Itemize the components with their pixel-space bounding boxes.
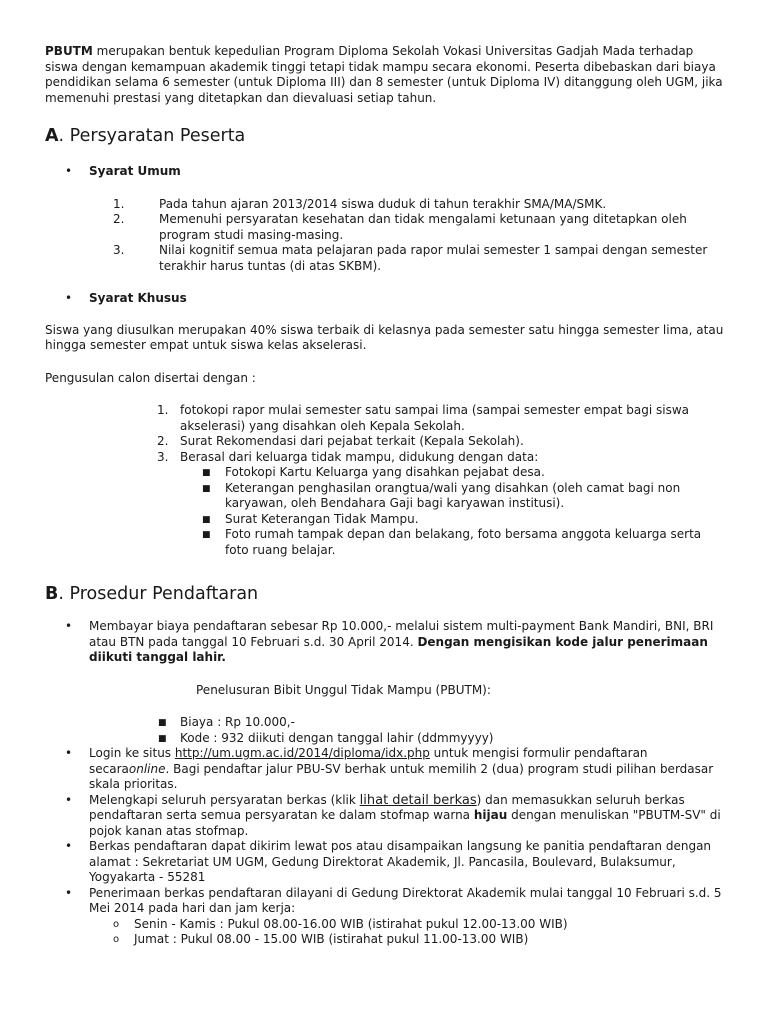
list-item — [45, 746, 725, 793]
bullet-icon: • — [65, 746, 73, 760]
list-text: Berasal dari keluarga tidak mampu, didukung dengan data: — [180, 449, 539, 464]
lihat-detail-berkas-link[interactable]: lihat detail berkas — [359, 792, 477, 808]
pengusulan-text: Pengusulan calon disertai dengan : — [45, 370, 256, 385]
list-number: 1. — [113, 196, 125, 211]
list-text: Biaya : Rp 10.000,- — [180, 715, 295, 729]
bullet-icon: • — [65, 839, 73, 853]
bullet-icon: • — [65, 792, 73, 807]
square-bullet-icon: ■ — [202, 514, 211, 525]
list-item — [45, 839, 725, 886]
login-online: online — [128, 761, 166, 776]
list-item — [45, 917, 725, 933]
lengkap-pre: Melengkapi seluruh persyaratan berkas (klik — [89, 792, 360, 807]
list-item — [45, 932, 725, 948]
list-item — [45, 527, 725, 558]
square-bullet-icon: ■ — [158, 733, 167, 744]
login-pre: Login ke situs — [89, 746, 175, 760]
list-text: Nilai kognitif semua mata pelajaran pada rapor mulai semester 1 sampai dengan semester terakhir harus tuntas (di atas SKBM). — [159, 243, 708, 273]
list-item — [45, 512, 725, 528]
section-b-heading — [45, 583, 725, 605]
section-b-title: . Prosedur Pendaftaran — [58, 584, 259, 604]
list-item — [45, 715, 725, 731]
list-text: Surat Keterangan Tidak Mampu. — [225, 511, 419, 526]
syarat-khusus-bullet — [45, 291, 725, 307]
login-mid: untuk mengisi formulir pendaftaran secara — [89, 746, 648, 776]
list-item — [45, 243, 725, 274]
bullet-icon: • — [65, 291, 73, 305]
list-text: Surat Rekomendasi dari pejabat terkait (Kepala Sekolah). — [180, 434, 524, 448]
section-b-letter: B — [45, 584, 59, 604]
lengkap-bold: hijau — [473, 808, 508, 822]
list-text: Kode : 932 diikuti dengan tanggal lahir (ddmmyyyy) — [180, 730, 494, 745]
supporting-data-list — [45, 465, 725, 558]
list-item — [45, 793, 725, 840]
list-text: Penerimaan berkas pendaftaran dilayani di Gedung Direktorat Akademik mulai tanggal 10 Februari s.d. 5 Mei 2014 pada hari dan jam kerja: — [89, 885, 722, 915]
list-text: Foto rumah tampak depan dan belakang, foto bersama anggota keluarga serta foto ruang belajar. — [225, 527, 702, 557]
list-item — [45, 212, 725, 243]
circle-bullet-icon: o — [113, 934, 120, 945]
prosedur-list-1 — [45, 619, 725, 666]
list-number: 2. — [157, 434, 169, 448]
square-bullet-icon: ■ — [158, 718, 167, 728]
syarat-khusus-paragraph: Siswa yang diusulkan merupakan 40% siswa terbaik di kelasnya pada semester satu hingga semester lima, atau hingga semester empat untuk siswa kelas akselerasi. — [45, 322, 724, 352]
section-a-title: . Persyaratan Peserta — [58, 126, 246, 146]
list-text: Memenuhi persyaratan kesehatan dan tidak mengalami ketunaan yang ditetapkan oleh program studi masing-masing. — [159, 212, 687, 242]
list-number: 3. — [157, 449, 169, 464]
list-number: 3. — [113, 243, 125, 257]
syarat-umum-heading: Syarat Umum — [89, 164, 181, 178]
list-item — [45, 434, 725, 450]
list-item — [45, 619, 725, 666]
list-text: Jumat : Pukul 08.00 - 15.00 WIB (istirahat pukul 11.00-13.00 WIB) — [134, 932, 529, 946]
lengkap-mid: ) dan memasukkan seluruh berkas pendaftaran serta semua persyaratan ke dalam stofmap warna — [89, 792, 685, 822]
square-bullet-icon: ■ — [202, 483, 211, 494]
intro-lead: PBUTM — [45, 44, 93, 58]
section-a-letter: A — [45, 126, 59, 146]
list-item — [45, 450, 725, 466]
list-text: Pada tahun ajaran 2013/2014 siswa duduk di tahun terakhir SMA/MA/SMK. — [159, 196, 607, 211]
list-item — [45, 197, 725, 213]
login-post: . Bagi pendaftar jalur PBU-SV berhak untuk memilih 2 (dua) program studi pilihan berdasar skala prioritas. — [89, 761, 714, 791]
bayar-text: Membayar biaya pendaftaran sebesar Rp 10.000,- melalui sistem multi-payment Bank Mandiri, BNI, BRI atau BTN pada tanggal 10 Februari s.d. 30 April 2014. — [89, 619, 714, 649]
list-number: 2. — [113, 212, 125, 226]
square-bullet-icon: ■ — [202, 468, 211, 478]
bullet-icon: • — [65, 164, 73, 178]
list-number: 1. — [157, 403, 169, 417]
list-item — [45, 886, 725, 917]
bullet-icon: • — [65, 619, 73, 633]
ugm-url-link[interactable]: http://um.ugm.ac.id/2014/diploma/idx.php — [174, 746, 430, 760]
circle-bullet-icon: o — [113, 918, 120, 930]
syarat-umum-bullet — [45, 164, 725, 180]
list-text: Berkas pendaftaran dapat dikirim lewat pos atau disampaikan langsung ke panitia pendaftaran dengan alamat : Sekretariat UM UGM, Gedung Direktorat Akademik, Jl. Pancasila, Boulevard, Bulaksumur, Yogyakarta - 55281 — [89, 839, 712, 884]
syarat-khusus-heading: Syarat Khusus — [89, 291, 187, 305]
list-item — [45, 403, 725, 434]
list-text: Senin - Kamis : Pukul 08.00-16.00 WIB (istirahat pukul 12.00-13.00 WIB) — [134, 916, 568, 931]
pengusulan-list — [45, 403, 725, 465]
jalur-list — [45, 715, 725, 746]
syarat-umum-list — [45, 197, 725, 275]
lengkap-post: dengan menuliskan "PBUTM-SV" di pojok kanan atas stofmap. — [89, 808, 721, 838]
list-item — [45, 731, 725, 747]
list-item — [45, 481, 725, 512]
bayar-bold: Dengan mengisikan kode jalur penerimaan diikuti tanggal lahir. — [89, 634, 708, 664]
jalur-title: Penelusuran Bibit Unggul Tidak Mampu (PBUTM): — [196, 682, 491, 697]
bullet-icon: • — [65, 885, 73, 900]
intro-paragraph — [45, 44, 725, 106]
prosedur-list-2 — [45, 746, 725, 917]
section-a-heading — [45, 125, 725, 147]
list-text: Keterangan penghasilan orangtua/wali yang disahkan (oleh camat bagi non karyawan, oleh Bendahara Gaji bagi karyawan institusi). — [225, 480, 681, 510]
list-item — [45, 465, 725, 481]
intro-text: merupakan bentuk kepedulian Program Diploma Sekolah Vokasi Universitas Gadjah Mada terhadap siswa dengan kemampuan akademik tinggi tetapi tidak mampu secara ekonomi. Peserta dibebaskan dari biaya pendidikan selama 6 semester (untuk Diploma III) dan 8 semester (untuk Diploma IV) ditanggung oleh UGM, jika memenuhi prestasi yang ditetapkan dan dievaluasi setiap tahun. — [45, 44, 723, 105]
document-page — [45, 44, 725, 948]
list-text: fotokopi rapor mulai semester satu sampai lima (sampai semester empat bagi siswa akselerasi) yang disahkan oleh Kepala Sekolah. — [180, 403, 690, 433]
square-bullet-icon: ■ — [202, 530, 211, 540]
list-text: Fotokopi Kartu Keluarga yang disahkan pejabat desa. — [225, 465, 545, 479]
jadwal-list — [45, 917, 725, 948]
